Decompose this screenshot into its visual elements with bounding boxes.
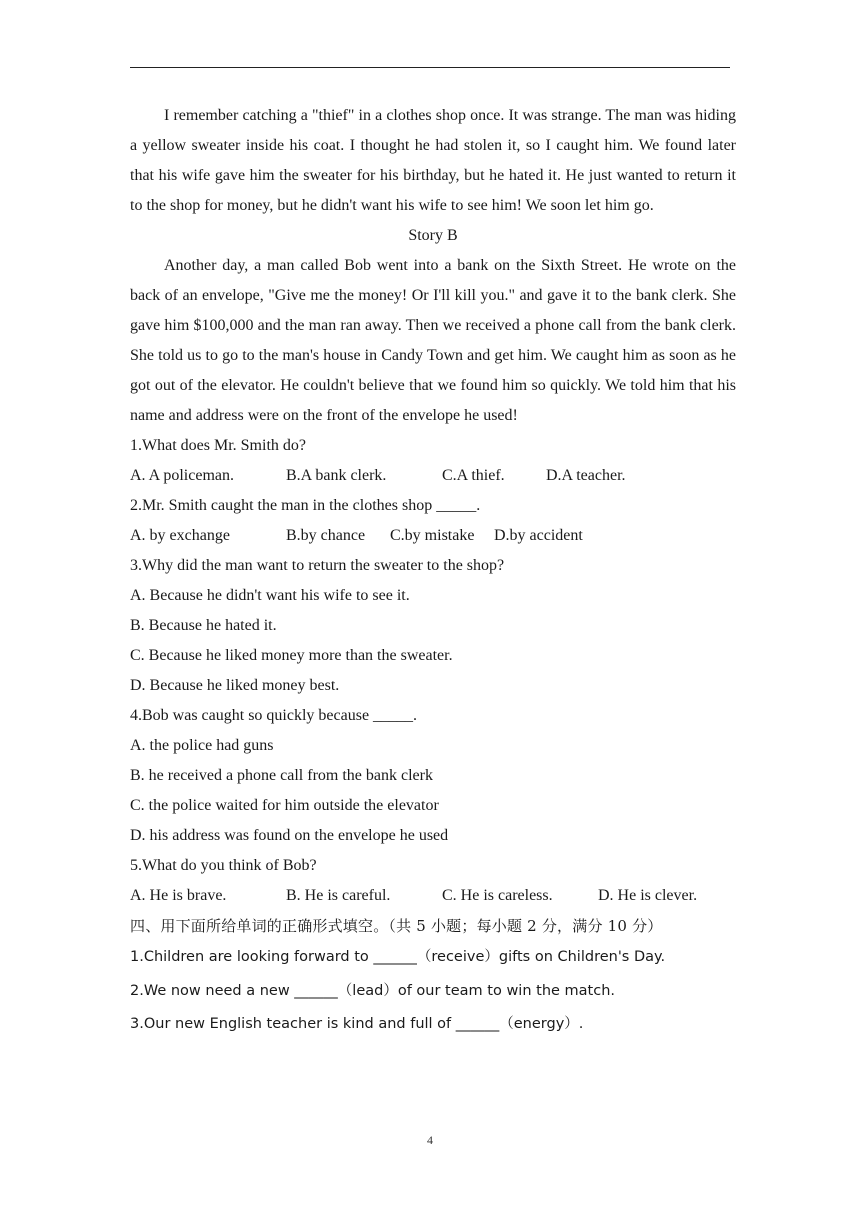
q5-option-c: C. He is careless. (442, 887, 553, 904)
page-number: 4 (427, 1133, 433, 1147)
q3-option-a: A. Because he didn't want his wife to see it. (130, 587, 410, 604)
question-5-stem: 5.What do you think of Bob? (130, 857, 317, 874)
q1-option-a: A. A policeman. (130, 467, 234, 484)
q5-option-a: A. He is brave. (130, 887, 227, 904)
q1-option-b: B.A bank clerk. (286, 467, 387, 484)
story-b-title: Story B (408, 227, 458, 244)
q1-option-c: C.A thief. (442, 467, 505, 484)
q3-option-c: C. Because he liked money more than the sweater. (130, 647, 453, 664)
q5-option-b: B. He is careful. (286, 887, 391, 904)
document-body (130, 101, 736, 1042)
header-rule (130, 67, 730, 68)
q4-option-a: A. the police had guns (130, 737, 274, 754)
q2-option-a: A. by exchange (130, 527, 230, 544)
question-2-stem: 2.Mr. Smith caught the man in the clothes shop _____. (130, 497, 481, 514)
q4-option-d: D. his address was found on the envelope he used (130, 827, 449, 844)
section-4-heading: 四、用下面所给单词的正确形式填空。（共 5 小题；每小题 2 分，满分 10 分） (130, 917, 663, 935)
q5-option-d: D. He is clever. (598, 887, 698, 904)
story-b-paragraph: Another day, a man called Bob went into a bank on the Sixth Street. He wrote on the back of an envelope, "Give me the money! Or I'll kill you." and gave it to the bank clerk. She gave him $100,000 and the man ran away. Then we received a phone call from the bank clerk. She told us to go to the man's house in Candy Town and get him. We caught him as soon as he got out of the elevator. He couldn't believe that we found him so quickly. We told him that his name and address were on the front of the envelope he used! (130, 257, 736, 424)
question-1-stem: 1.What does Mr. Smith do? (130, 437, 306, 454)
q4-option-c: C. the police waited for him outside the elevator (130, 797, 439, 814)
fill-item-3: 3.Our new English teacher is kind and full of ______（energy）. (130, 1016, 584, 1032)
q2-option-d: D.by accident (494, 527, 583, 544)
q1-option-d: D.A teacher. (546, 467, 626, 484)
question-4-stem: 4.Bob was caught so quickly because _____. (130, 707, 418, 724)
question-3-stem: 3.Why did the man want to return the sweater to the shop? (130, 557, 505, 574)
question-5-options (130, 881, 736, 911)
fill-item-1: 1.Children are looking forward to ______（receive）gifts on Children's Day. (130, 949, 666, 965)
fill-item-2: 2.We now need a new ______（lead）of our team to win the match. (130, 982, 616, 999)
q2-option-b: B.by chance (286, 527, 366, 544)
story-a-paragraph: I remember catching a "thief" in a clothes shop once. It was strange. The man was hiding a yellow sweater inside his coat. I thought he had stolen it, so I caught him. We found later that his wife gave him the sweater for his birthday, but he hated it. He just wanted to return it to the shop for money, but he didn't want his wife to see him! We soon let him go. (130, 107, 736, 214)
q3-option-d: D. Because he liked money best. (130, 677, 340, 694)
question-2-options (130, 521, 736, 551)
question-1-options (130, 461, 736, 491)
q3-option-b: B. Because he hated it. (130, 617, 277, 634)
q4-option-b: B. he received a phone call from the bank clerk (130, 767, 433, 784)
q2-option-c: C.by mistake (390, 527, 475, 544)
